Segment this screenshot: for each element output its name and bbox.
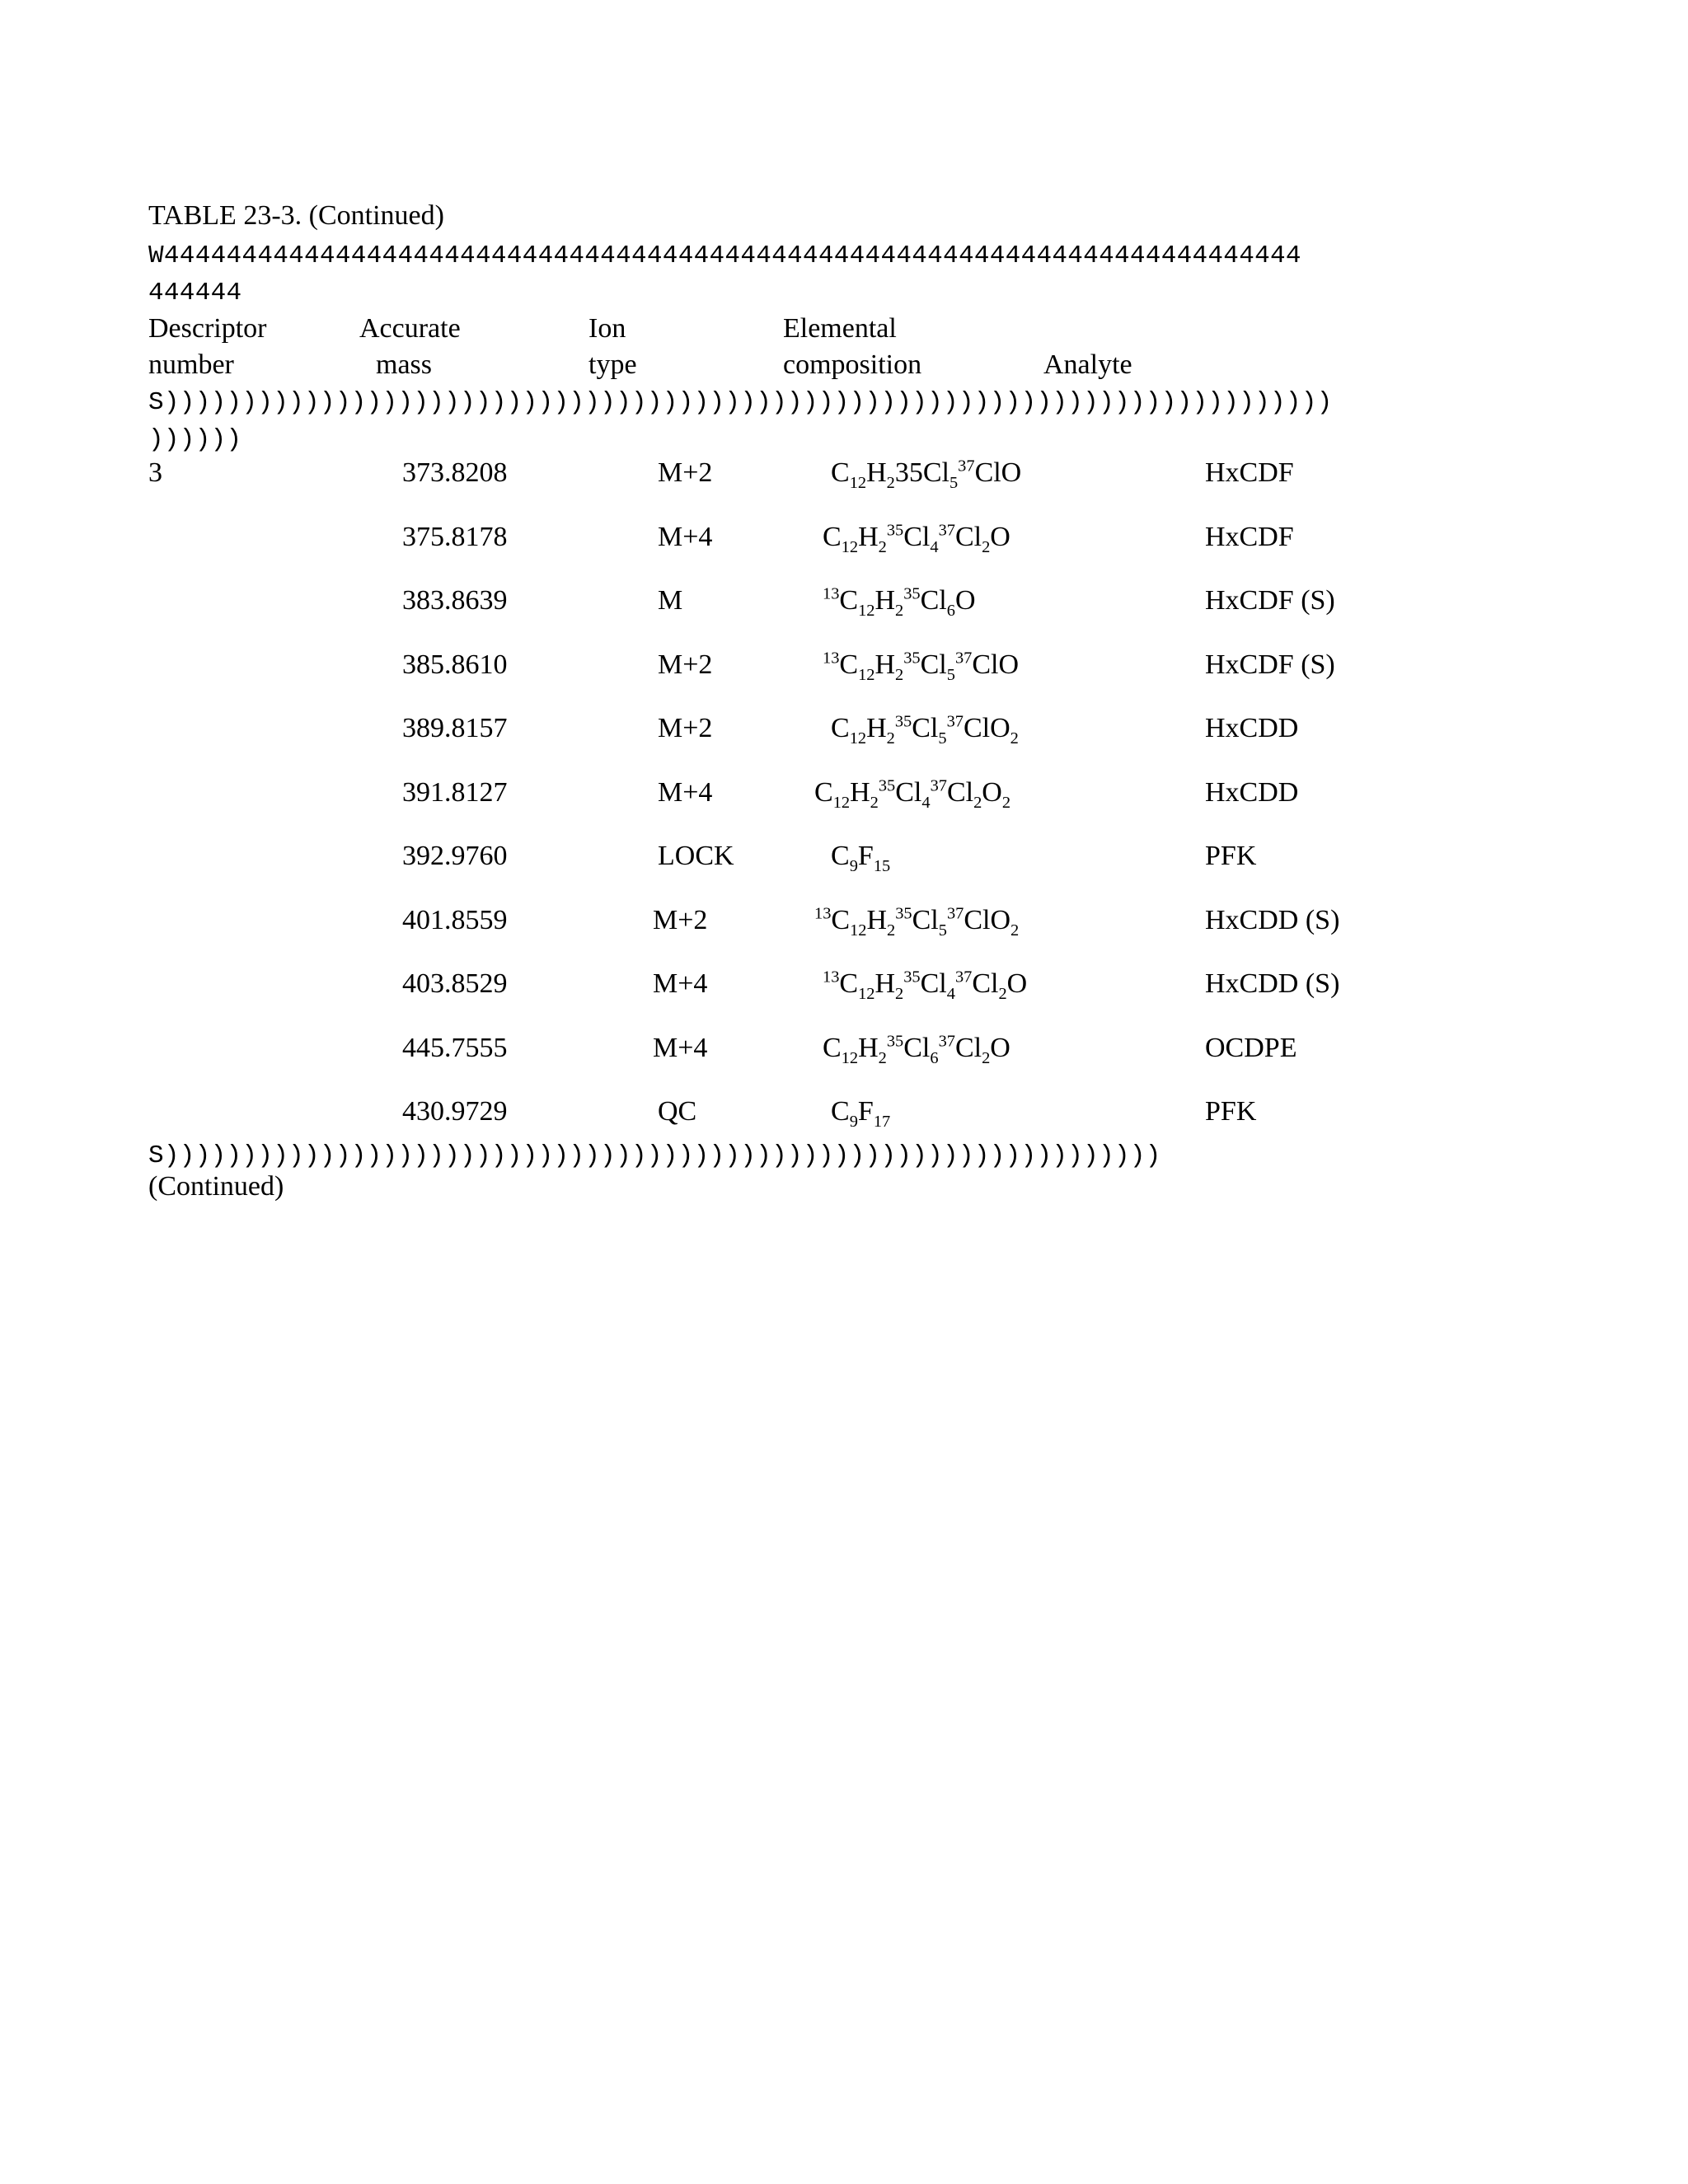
header-mass-line-1: Accurate: [359, 313, 461, 344]
ion-type-cell: M+4: [653, 968, 708, 999]
mass-cell: 373.8208: [402, 457, 508, 488]
composition-cell: $^{13}C_{12}H_2^{35}Cl_5^{37}ClO_2$: [814, 904, 1020, 940]
analyte-cell: HxCDD (S): [1205, 905, 1340, 935]
mass-cell: 403.8529: [402, 968, 508, 999]
header-rule-line-2: )))))): [148, 425, 242, 454]
ion-type-cell: QC: [658, 1096, 697, 1127]
ion-type-cell: M+2: [653, 905, 708, 935]
mass-cell: 383.8639: [402, 585, 508, 616]
analyte-cell: HxCDF: [1205, 457, 1294, 488]
header-ion-line-2: type: [588, 349, 637, 380]
header-analyte: Analyte: [1043, 349, 1132, 380]
composition-cell: $C_{12}H_2^{35}Cl_4^{37}Cl_2O$: [823, 521, 1010, 556]
composition-cell: $C_{12}H_2^{35}Cl_4^{37}Cl_2O_2$: [814, 776, 1011, 812]
descriptor-cell: 3: [148, 457, 162, 488]
composition-cell: $C_{12}H_2^{35}Cl_6^{37}Cl_2O$: [823, 1032, 1010, 1067]
bottom-rule: S)))))))))))))))))))))))))))))))))))))))))))))))))))))))))))))))): [148, 1141, 1161, 1170]
ion-type-cell: M+4: [653, 1033, 708, 1063]
analyte-cell: OCDPE: [1205, 1033, 1297, 1063]
header-composition-line-2: composition: [783, 349, 922, 380]
continued-note: (Continued): [148, 1171, 284, 1202]
composition-cell: $^{13}C_{12}H_2^{35}Cl_4^{37}Cl_2O$: [823, 968, 1028, 1003]
mass-cell: 391.8127: [402, 777, 508, 808]
analyte-cell: HxCDD: [1205, 713, 1299, 743]
mass-cell: 392.9760: [402, 841, 508, 871]
analyte-cell: HxCDD (S): [1205, 968, 1340, 999]
composition-cell: $C_9F_{17}$: [831, 1096, 891, 1131]
mass-cell: 401.8559: [402, 905, 508, 935]
mass-cell: 430.9729: [402, 1096, 508, 1127]
mass-cell: 385.8610: [402, 649, 508, 680]
mass-cell: 375.8178: [402, 522, 508, 552]
composition-cell: $C_{12}H_2^{35}Cl_5^{37}ClO_2$: [831, 712, 1019, 748]
ion-type-cell: M+2: [658, 457, 713, 488]
analyte-cell: HxCDF (S): [1205, 649, 1335, 680]
ion-type-cell: M: [658, 585, 683, 616]
header-descriptor-line-1: Descriptor: [148, 313, 267, 344]
ion-type-cell: M+4: [658, 522, 713, 552]
composition-cell: $^{13}C_{12}H_2^{35}Cl_6O$: [823, 584, 976, 620]
ion-type-cell: M+2: [658, 649, 713, 680]
header-ion-line-1: Ion: [588, 313, 626, 344]
ion-type-cell: M+2: [658, 713, 713, 743]
analyte-cell: HxCDF: [1205, 522, 1294, 552]
header-mass-line-2: mass: [376, 349, 432, 380]
analyte-cell: HxCDD: [1205, 777, 1299, 808]
composition-cell: $C_9F_{15}$: [831, 841, 891, 875]
top-rule-line-1: W4444444444444444444444444444444444444444444444444444444444444444444444444: [148, 241, 1301, 270]
ion-type-cell: M+4: [658, 777, 713, 808]
analyte-cell: PFK: [1205, 841, 1257, 871]
mass-cell: 389.8157: [402, 713, 508, 743]
mass-cell: 445.7555: [402, 1033, 508, 1063]
top-rule-line-2: 444444: [148, 279, 242, 307]
analyte-cell: HxCDF (S): [1205, 585, 1335, 616]
header-rule-line-1: S))))))))))))))))))))))))))))))))))))))))))))))))))))))))))))))))))))))))))): [148, 388, 1333, 417]
composition-cell: $C_{12}H_235Cl_5^{37}ClO$: [831, 457, 1022, 492]
analyte-cell: PFK: [1205, 1096, 1257, 1127]
ion-type-cell: LOCK: [658, 841, 734, 871]
header-descriptor-line-2: number: [148, 349, 234, 380]
header-composition-line-1: Elemental: [783, 313, 897, 344]
composition-cell: $^{13}C_{12}H_2^{35}Cl_5^{37}ClO$: [823, 649, 1020, 684]
table-title: TABLE 23-3. (Continued): [148, 200, 444, 231]
